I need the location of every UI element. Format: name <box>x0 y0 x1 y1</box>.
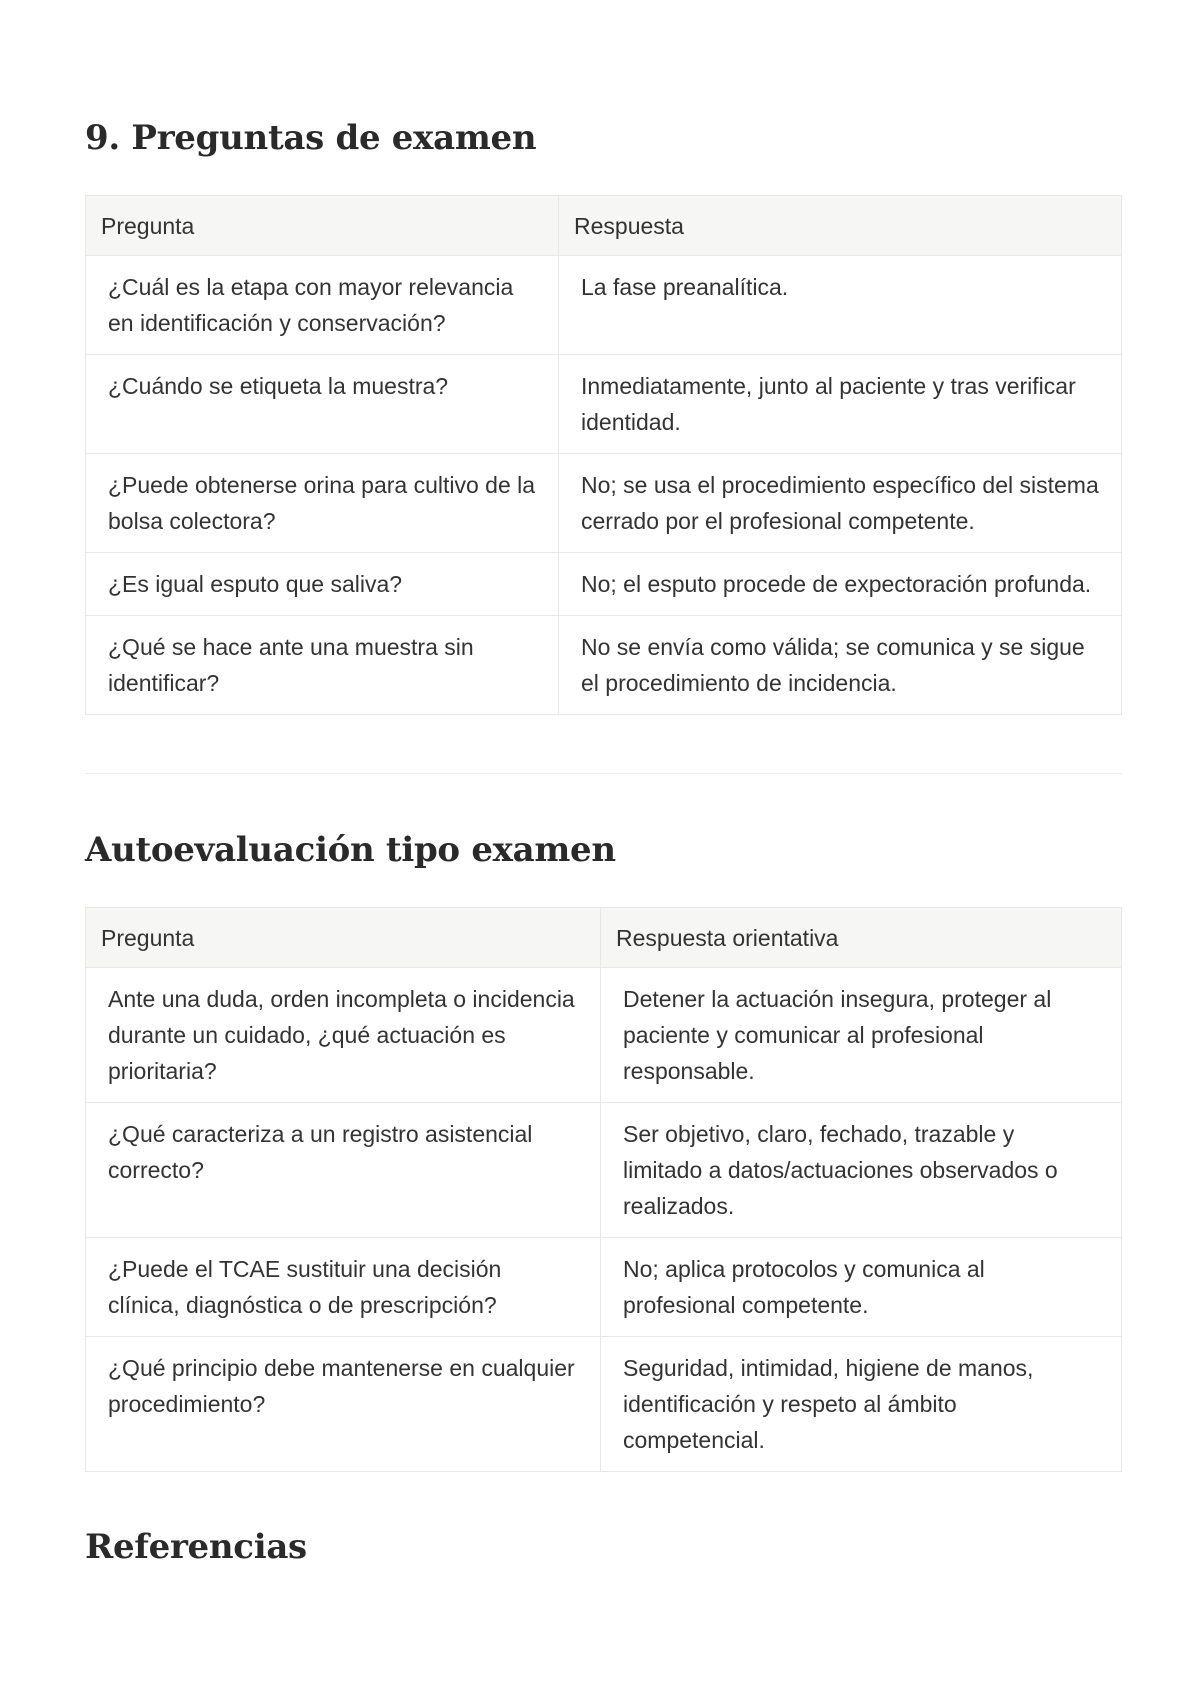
question-cell: ¿Puede el TCAE sustituir una decisión clínica, diagnóstica o de prescripción? <box>86 1238 601 1337</box>
table-row <box>86 553 1122 616</box>
table-row <box>86 1337 1122 1472</box>
table-row <box>86 355 1122 454</box>
table-row <box>86 454 1122 553</box>
answer-cell: No; se usa el procedimiento específico del sistema cerrado por el profesional competente. <box>559 454 1122 553</box>
column-header-pregunta: Pregunta <box>86 196 559 256</box>
table-header-row <box>86 196 1122 256</box>
table-row <box>86 616 1122 715</box>
answer-cell: No; aplica protocolos y comunica al profesional competente. <box>601 1238 1122 1337</box>
column-header-respuesta: Respuesta <box>559 196 1122 256</box>
exam-questions-table <box>85 195 1122 715</box>
answer-cell: No se envía como válida; se comunica y se sigue el procedimiento de incidencia. <box>559 616 1122 715</box>
question-cell: ¿Es igual esputo que saliva? <box>86 553 559 616</box>
answer-cell: Seguridad, intimidad, higiene de manos, identificación y respeto al ámbito competencial. <box>601 1337 1122 1472</box>
question-cell: ¿Cuándo se etiqueta la muestra? <box>86 355 559 454</box>
section-heading-autoevaluacion: Autoevaluación tipo examen <box>85 830 616 870</box>
answer-cell: Inmediatamente, junto al paciente y tras verificar identidad. <box>559 355 1122 454</box>
question-cell: ¿Qué caracteriza a un registro asistencial correcto? <box>86 1103 601 1238</box>
answer-cell: Ser objetivo, claro, fechado, trazable y limitado a datos/actuaciones observados o realizados. <box>601 1103 1122 1238</box>
question-cell: ¿Cuál es la etapa con mayor relevancia en identificación y conservación? <box>86 256 559 355</box>
table-row <box>86 256 1122 355</box>
section-divider <box>85 773 1122 774</box>
column-header-respuesta-orientativa: Respuesta orientativa <box>601 908 1122 968</box>
section-heading-referencias: Referencias <box>85 1527 307 1567</box>
table-row <box>86 1103 1122 1238</box>
column-header-pregunta: Pregunta <box>86 908 601 968</box>
section-heading-preguntas: 9. Preguntas de examen <box>85 118 537 158</box>
answer-cell: No; el esputo procede de expectoración profunda. <box>559 553 1122 616</box>
table-row <box>86 1238 1122 1337</box>
question-cell: ¿Qué principio debe mantenerse en cualquier procedimiento? <box>86 1337 601 1472</box>
table-row <box>86 968 1122 1103</box>
answer-cell: Detener la actuación insegura, proteger al paciente y comunicar al profesional responsable. <box>601 968 1122 1103</box>
question-cell: ¿Puede obtenerse orina para cultivo de la bolsa colectora? <box>86 454 559 553</box>
question-cell: ¿Qué se hace ante una muestra sin identificar? <box>86 616 559 715</box>
table-header-row <box>86 908 1122 968</box>
self-assessment-table <box>85 907 1122 1472</box>
question-cell: Ante una duda, orden incompleta o incidencia durante un cuidado, ¿qué actuación es prioritaria? <box>86 968 601 1103</box>
answer-cell: La fase preanalítica. <box>559 256 1122 355</box>
